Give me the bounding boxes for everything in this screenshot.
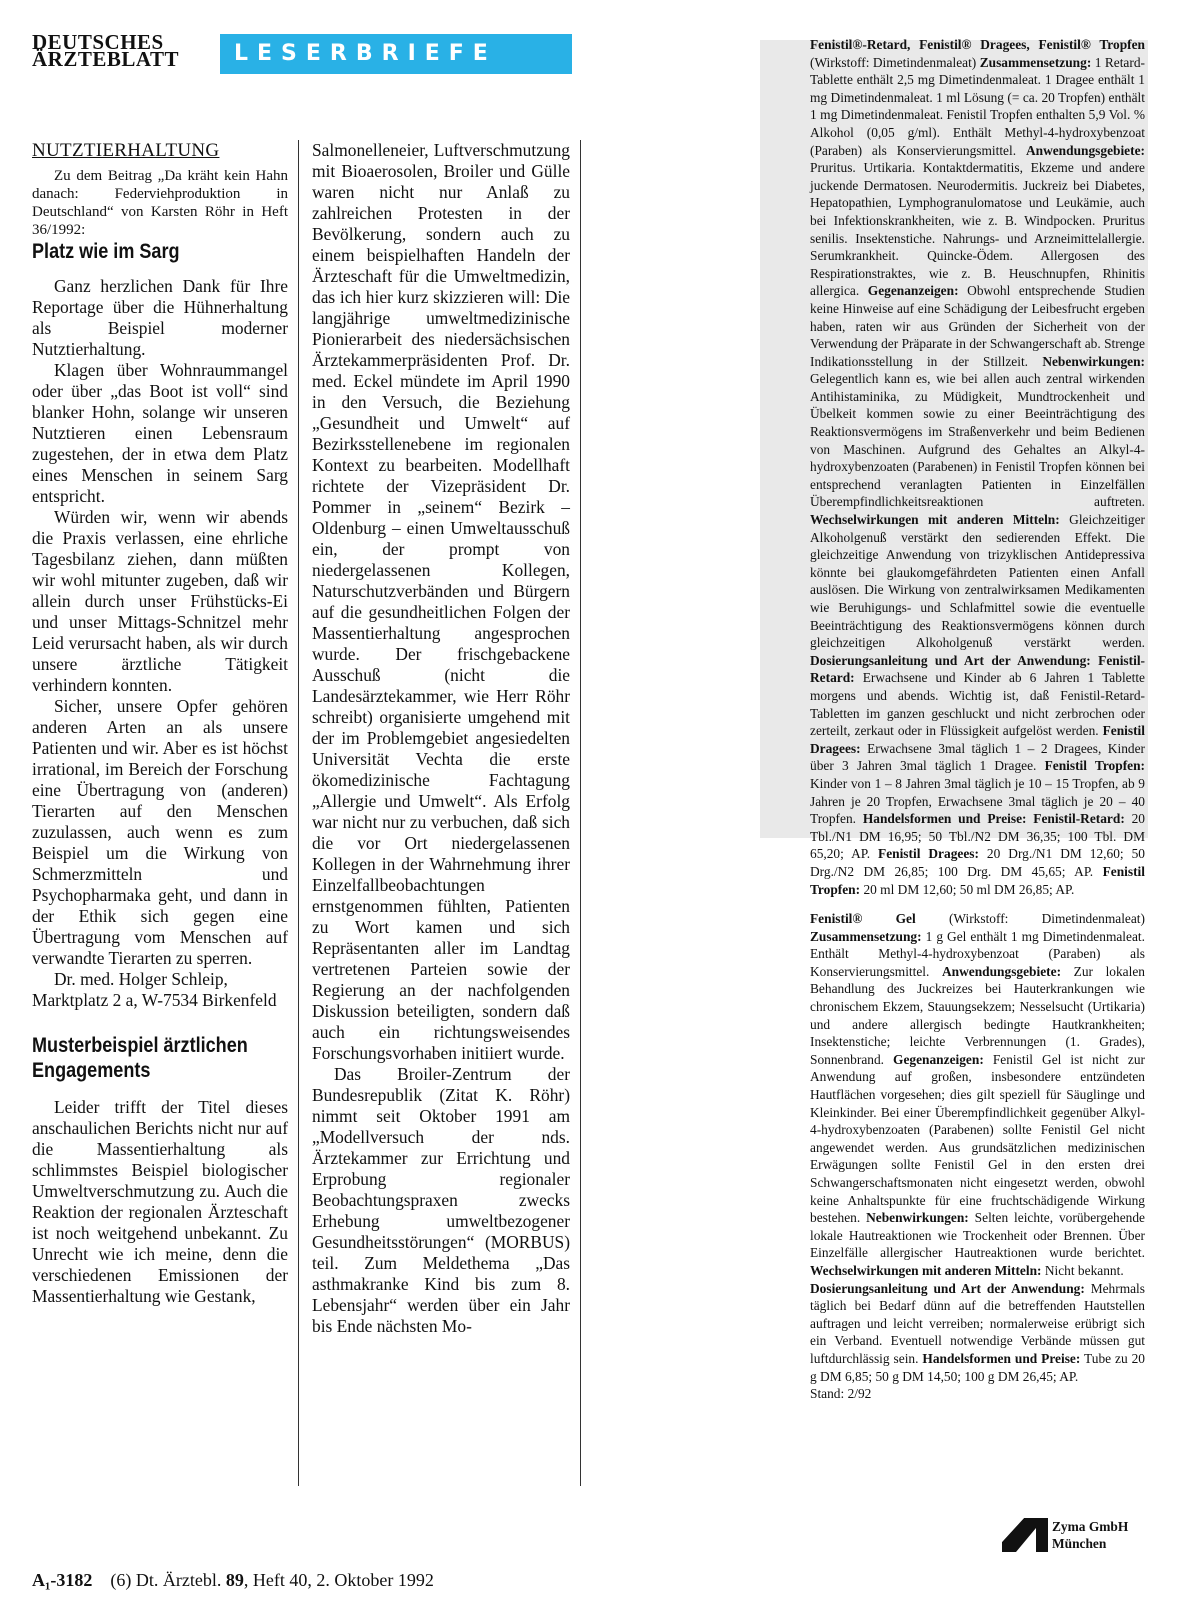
stand-note: Stand: 2/92: [810, 1386, 872, 1402]
issue-date: , Heft 40, 2. Oktober 1992: [243, 1570, 434, 1590]
letter1-paragraph: Sicher, unsere Opfer gehören anderen Arten an als unsere Patienten und wir. Aber es ist höchst irrational, im Bereich der Forschung eine Übertragung von (anderen) Tierarten auf den Menschen zuzulassen, auch wenn es zum Beispiel um die Wirkung von Schmerzmitteln und Psychopharmaka geht, und dann in der Ethik sich gegen eine Übertragung vom Menschen auf verwandte Tierarten zu sperren.: [32, 696, 288, 968]
letter2-headline-line1: Musterbeispiel ärztlichen: [32, 1034, 248, 1057]
column-2: [312, 140, 570, 1337]
letter1-paragraph: Würden wir, wenn wir abends die Praxis verlassen, eine ehrliche Tagesbilanz ziehen, dann müßten wir wohl mitunter zugeben, daß wir allein durch unser Frühstücks-Ei und unser Mittags-Schnitzel mehr Leid verursacht haben, als wir durch unsere ärztliche Tätigkeit verhindern konnten.: [32, 507, 288, 695]
letter2-paragraph: Leider trifft der Titel dieses anschaulichen Berichts nicht nur auf die Massentierhaltung als schlimmstes Beispiel biologischer Umweltverschmutzung zu. Auch die Reaktion der regionalen Ärzteschaft ist noch weitgehend unbekannt. Zu Unrecht wie ich meine, denn die verschiedenen Emissionen der Massentierhaltung wie Gestank,: [32, 1097, 288, 1306]
intro-text: Zu dem Beitrag „Da kräht kein Hahn danach: Federviehproduktion in Deutschland“ von Karsten Röhr in Heft 36/1992:: [32, 168, 288, 238]
page-footer: [32, 1570, 434, 1591]
letter1-paragraph: Klagen über Wohnraummangel oder über „das Boot ist voll“ sind blanker Hohn, solange wir unseren Nutztieren einen Lebensraum zugestehen, der in etwa dem Platz eines Menschen in seinem Sarg entspricht.: [32, 360, 288, 506]
column-rule: [580, 140, 581, 1486]
ad-text: [810, 36, 1145, 1403]
section-title: NUTZTIERHALTUNG: [32, 140, 220, 161]
zyma-logo-icon: [1002, 1518, 1048, 1552]
page-number: A₁-3182: [32, 1570, 93, 1590]
fenistil-info: Fenistil®-Retard, Fenistil® Dragees, Fenistil® Tropfen (Wirkstoff: Dimetindenmaleat) Zusammensetzung: 1 Retard-Tablette enthält 2,5 mg Dimetindenmaleat. 1 Dragee enthält 1 mg Dimetindenmaleat. 1 ml Lösung (= ca. 20 Tropfen) enthält 1 mg Dimetindenmaleat. Fenistil Tropfen enthalten 5,9 Vol. % Alkohol (0,05 g/ml). Enthält Methyl-4-hydroxybenzoat (Paraben) als Konservierungsmittel. Anwendungsgebiete: Pruritus. Urtikaria. Kontaktdermatitis, Ekzeme und andere juckende Dermatosen. Neurodermitis. Juckreiz bei Diabetes, Hepatopathien, Lymphogranulomatose und Leukämie, auch bei Infektionskrankheiten, wie z. B. Windpocken. Pruritus senilis. Insektenstiche. Nahrungs- und Arzneimittelallergie. Serumkrankheit. Quincke-Ödem. Allergosen des Respirationstraktes, wie z. B. Heuschnupfen, Rhinitis allergica. Gegenanzeigen: Obwohl entsprechende Studien keine Hinweise auf eine Schädigung der Leibesfrucht ergeben haben, raten wir aus Gründen der Sicherheit von der Verwendung der Präparate in der Schwangerschaft ab. Strenge Indikationsstellung in der Stillzeit. Nebenwirkungen: Gelegentlich kann es, wie bei allen auch zentral wirkenden Antihistaminika, zu Müdigkeit, Mundtrockenheit und Übelkeit kommen sowie zu einer Beeinträchtigung des Reaktionsvermögens im Straßenverkehr und beim Bedienen von Maschinen. Aufgrund des Gehaltes an Alkyl-4-hydroxybenzoaten (Parabenen) in Fenistil Tropfen können bei entsprechend veranlagten Patienten in Einzelfällen Überempfindlichkeitsreaktionen auftreten. Wechselwirkungen mit anderen Mitteln: Gleichzeitiger Alkoholgenuß verstärkt den sedierenden Effekt. Die gleichzeitige Anwendung von trizyklischen Antidepressiva könnte bei glaukomgefährdeten Patienten einen Anfall auslösen. Die Wirkung von zentralwirksamen Medikamenten wie Beruhigungs- und Schlafmittel sowie die eventuelle Beeinträchtigung des Reaktionsvermögens können durch gleichzeitigen Alkoholgenuß verstärkt werden. Dosierungsanleitung und Art der Anwendung: Fenistil-Retard: Erwachsene und Kinder ab 6 Jahren 1 Tablette morgens und abends. Wichtig ist, daß Fenistil-Retard-Tabletten im ganzen geschluckt und nicht zerbrochen oder zerteilt, zerkaut oder in Flüssigkeit aufgelöst werden. Fenistil Dragees: Erwachsene 3mal täglich 1 – 2 Dragees, Kinder über 3 Jahren 3mal täglich 1 Dragee. Fenistil Tropfen: Kinder von 1 – 8 Jahren 3mal täglich je 10 – 15 Tropfen, ab 9 Jahren je 20 Tropfen, Erwachsene 3mal täglich je 20 – 40 Tropfen. Handelsformen und Preise: Fenistil-Retard: 20 Tbl./N1 DM 16,95; 50 Tbl./N2 DM 36,35; 100 Tbl. DM 65,20; AP. Fenistil Dragees: 20 Drg./N1 DM 12,60; 50 Drg./N2 DM 26,85; 100 Drg. DM 45,65; AP. Fenistil Tropfen: 20 ml DM 12,60; 50 ml DM 26,85; AP.: [810, 37, 1146, 897]
masthead-line2: ÄRZTEBLATT: [32, 47, 179, 71]
letter2-headline-line2: Engagements: [32, 1059, 151, 1082]
letter1-signature: Dr. med. Holger Schleip, Marktplatz 2 a, W-7534 Birkenfeld: [32, 969, 277, 1010]
issue-prefix: (6) Dt. Ärztebl.: [110, 1570, 222, 1590]
volume-number: 89: [225, 1570, 244, 1590]
letter2-paragraph: Salmonelleneier, Luftverschmutzung mit Bioaerosolen, Broiler und Gülle waren nicht nur Anlaß zu zahlreichen Protesten in der Bevölkerung, sondern auch zu einem beispielhaften Handeln der Ärzteschaft für die Umweltmedizin, das ich hier kurz skizzieren will: Die langjährige umweltmedizinische Pionierarbeit des niedersächsischen Ärztekammerpräsidenten Prof. Dr. med. Eckel mündete im April 1990 in den Versuch, die Beziehung „Gesundheit und Umwelt“ auf Bezirksstellenebene im regionalen Kontext zu bearbeiten. Modellhaft richtete der Vizepräsident Dr. Pommer in „seinem“ Bezirk – Oldenburg – einen Umweltausschuß ein, der prompt von niedergelassenen Kollegen, Naturschutzverbänden und Bürgern auf die gesundheitlichen Folgen der Massentierhaltung angesprochen wurde. Der frischgebackene Ausschuß (nicht die Landesärztekammer, wie Herr Röhr schreibt) organisierte umgehend mit der im Problemgebiet angesiedelten Universität Vechta die erste ökomedizinische Fachtagung „Allergie und Umwelt“. Als Erfolg war nicht nur zu verbuchen, daß sich die vor Ort niedergelassenen Kollegen in der Wahrnehmung ihrer Einzelfallbeobachtungen ernstgenommen fühlten, Patienten zu Wort kamen und sich Repräsentanten aller im Landtag vertretenen Parteien sowie der Regierung an der nachfolgenden Diskussion beteiligten, sondern daß auch ein richtungsweisendes Forschungsvorhaben initiiert wurde.: [312, 140, 570, 1063]
column-rule: [298, 140, 299, 1486]
letter1-headline: Platz wie im Sarg: [32, 240, 180, 263]
letter2-paragraph: Das Broiler-Zentrum der Bundesrepublik (Zitat K. Röhr) nimmt seit Oktober 1991 am „Modellversuch der nds. Ärztekammer zur Errichtung und Erprobung regionaler Beobachtungspraxen zwecks Erhebung umweltbezogener Gesundheitsstörungen“ (MORBUS) teil. Zum Meldethema „Das asthmakranke Kind bis zum 8. Lebensjahr“ werden über ein Jahr bis Ende nächsten Mo-: [312, 1064, 570, 1336]
column-1: [32, 140, 288, 1307]
section-banner: LESERBRIEFE: [220, 34, 572, 74]
company-name: Zyma GmbH München: [1052, 1519, 1129, 1551]
letter2-headline: [32, 1033, 252, 1083]
masthead-line1: DEUTSCHES: [32, 30, 164, 54]
fenistil-gel-info: Fenistil® Gel (Wirkstoff: Dimetindenmaleat) Zusammensetzung: 1 g Gel enthält 1 mg Dimetindenmaleat. Enthält Methyl-4-hydroxybenzoat (Paraben) als Konservierungsmittel. Anwendungsgebiete: Zur lokalen Behandlung des Juckreizes bei Hauterkrankungen wie chronischem Ekzem, Stauungsekzem; Nesselsucht (Urtikaria) und andere allergisch bedingte Hautkrankheiten; Insektenstiche; leichte Verbrennungen (1. Grades), Sonnenbrand. Gegenanzeigen: Fenistil Gel ist nicht zur Anwendung auf großen, insbesondere entzündeten Hautflächen vorgesehen; dies gilt speziell für Säuglinge und Kleinkinder. Bei einer Überempfindlichkeit gegenüber Alkyl-4-hydroxybenzoaten (Parabenen) sollte Fenistil Gel nicht angewendet werden. Aus grundsätzlichen medizinischen Erwägungen sollte Fenistil Gel in den ersten drei Schwangerschaftsmonaten nicht eingesetzt werden, obwohl keine Anhaltspunkte für eine fruchtschädigende Wirkung bestehen. Nebenwirkungen: Selten leichte, vorübergehende lokale Hautreaktionen wie Trockenheit oder Brennen. Über Einzelfälle allergischer Hautreaktionen wurde berichtet. Wechselwirkungen mit anderen Mitteln: Nicht bekannt. Dosierungsanleitung und Art der Anwendung: Mehrmals täglich bei Bedarf dünn auf die betreffenden Hautstellen auftragen und leicht verreiben; normalerweise erübrigt sich ein Verband. Eventuell notwendige Verbände müssen gut luftdurchlässig sein. Handelsformen und Preise: Tube zu 20 g DM 6,85; 50 g DM 14,50; 100 g DM 26,45; AP.: [810, 911, 1146, 1384]
letter1-paragraph: Ganz herzlichen Dank für Ihre Reportage über die Hühnerhaltung als Beispiel moderner Nutztierhaltung.: [32, 276, 288, 359]
masthead: [32, 30, 179, 71]
